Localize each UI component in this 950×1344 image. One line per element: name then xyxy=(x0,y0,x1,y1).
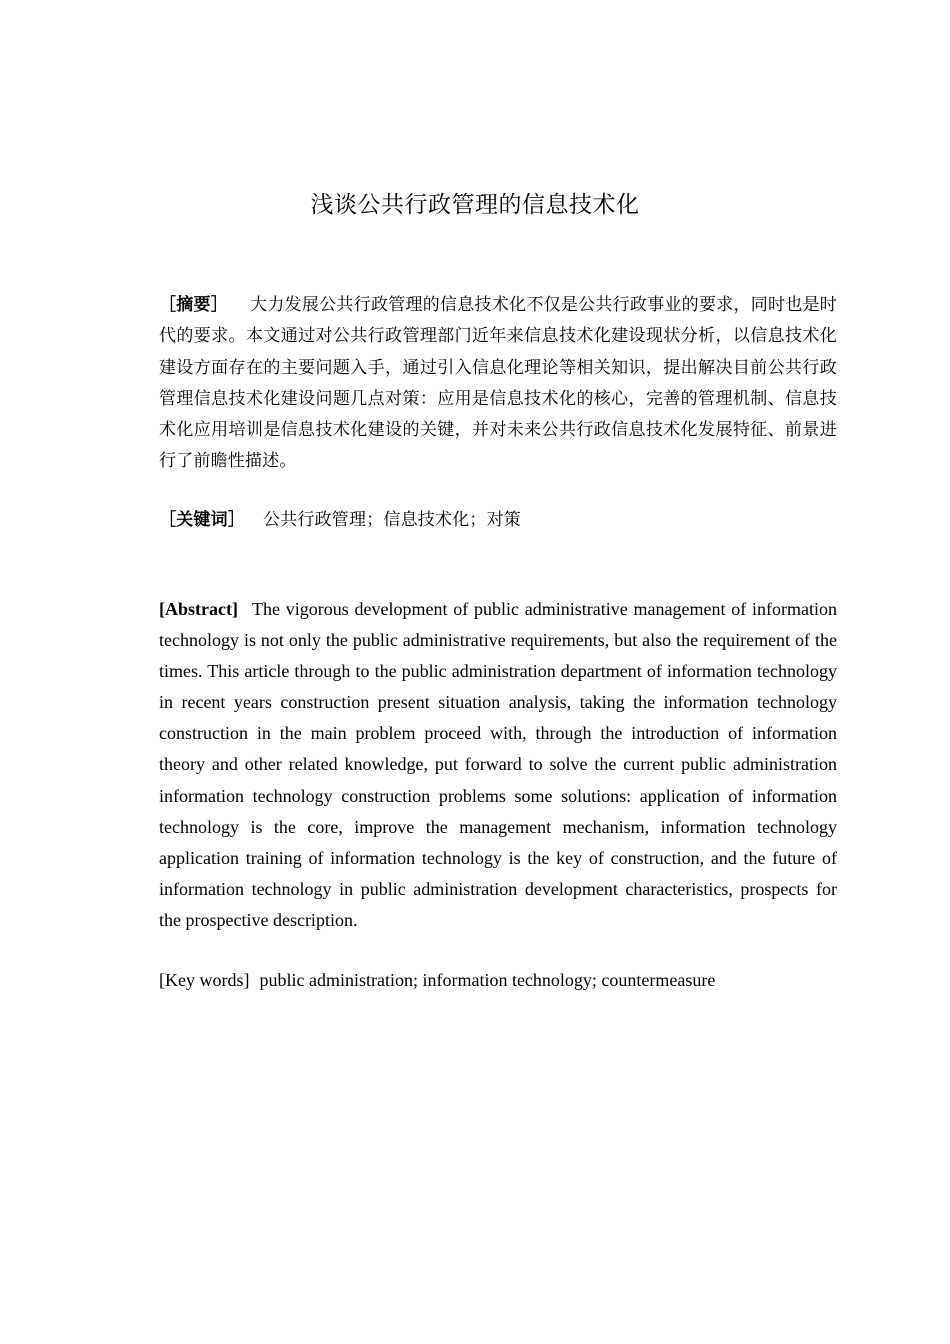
english-abstract-text: The vigorous development of public administrative management of information technology is not only the public administrative requirements, but also the requirement of the times. This article through to the public administration department of information technology in recent years construction present situation analysis, taking the information technology construction in the main problem proceed with, through the introduction of information theory and other related knowledge, put forward to solve the current public administration information technology construction problems some solutions: application of information technology is the core, improve the management mechanism, information technology application training of information technology is the key of construction, and the future of information technology in public administration development characteristics, prospects for the prospective description. xyxy=(159,599,837,930)
chinese-keywords-text: 公共行政管理；信息技术化；对策 xyxy=(263,510,521,530)
chinese-abstract-label: ［摘要］ xyxy=(159,295,229,315)
english-abstract xyxy=(159,594,837,936)
chinese-abstract-text: 大力发展公共行政管理的信息技术化不仅是公共行政事业的要求，同时也是时代的要求。本文通过对公共行政管理部门近年来信息技术化建设现状分析，以信息技术化建设方面存在的主要问题入手，通过引入信息化理论等相关知识，提出解决目前公共行政管理信息技术化建设问题几点对策：应用是信息技术化的核心，完善的管理机制、信息技术化应用培训是信息技术化建设的关键，并对未来公共行政信息技术化发展特征、前景进行了前瞻性描述。 xyxy=(159,295,837,472)
english-keywords-label: [Key words] xyxy=(159,970,250,990)
english-abstract-label: [Abstract] xyxy=(159,599,238,619)
english-keywords-text: public administration; information technology; countermeasure xyxy=(259,970,716,990)
paper-title: 浅谈公共行政管理的信息技术化 xyxy=(310,192,640,218)
chinese-abstract xyxy=(159,290,837,478)
chinese-keywords-label: ［关键词］ xyxy=(159,510,245,530)
english-keywords xyxy=(159,965,837,996)
chinese-keywords xyxy=(159,505,837,536)
